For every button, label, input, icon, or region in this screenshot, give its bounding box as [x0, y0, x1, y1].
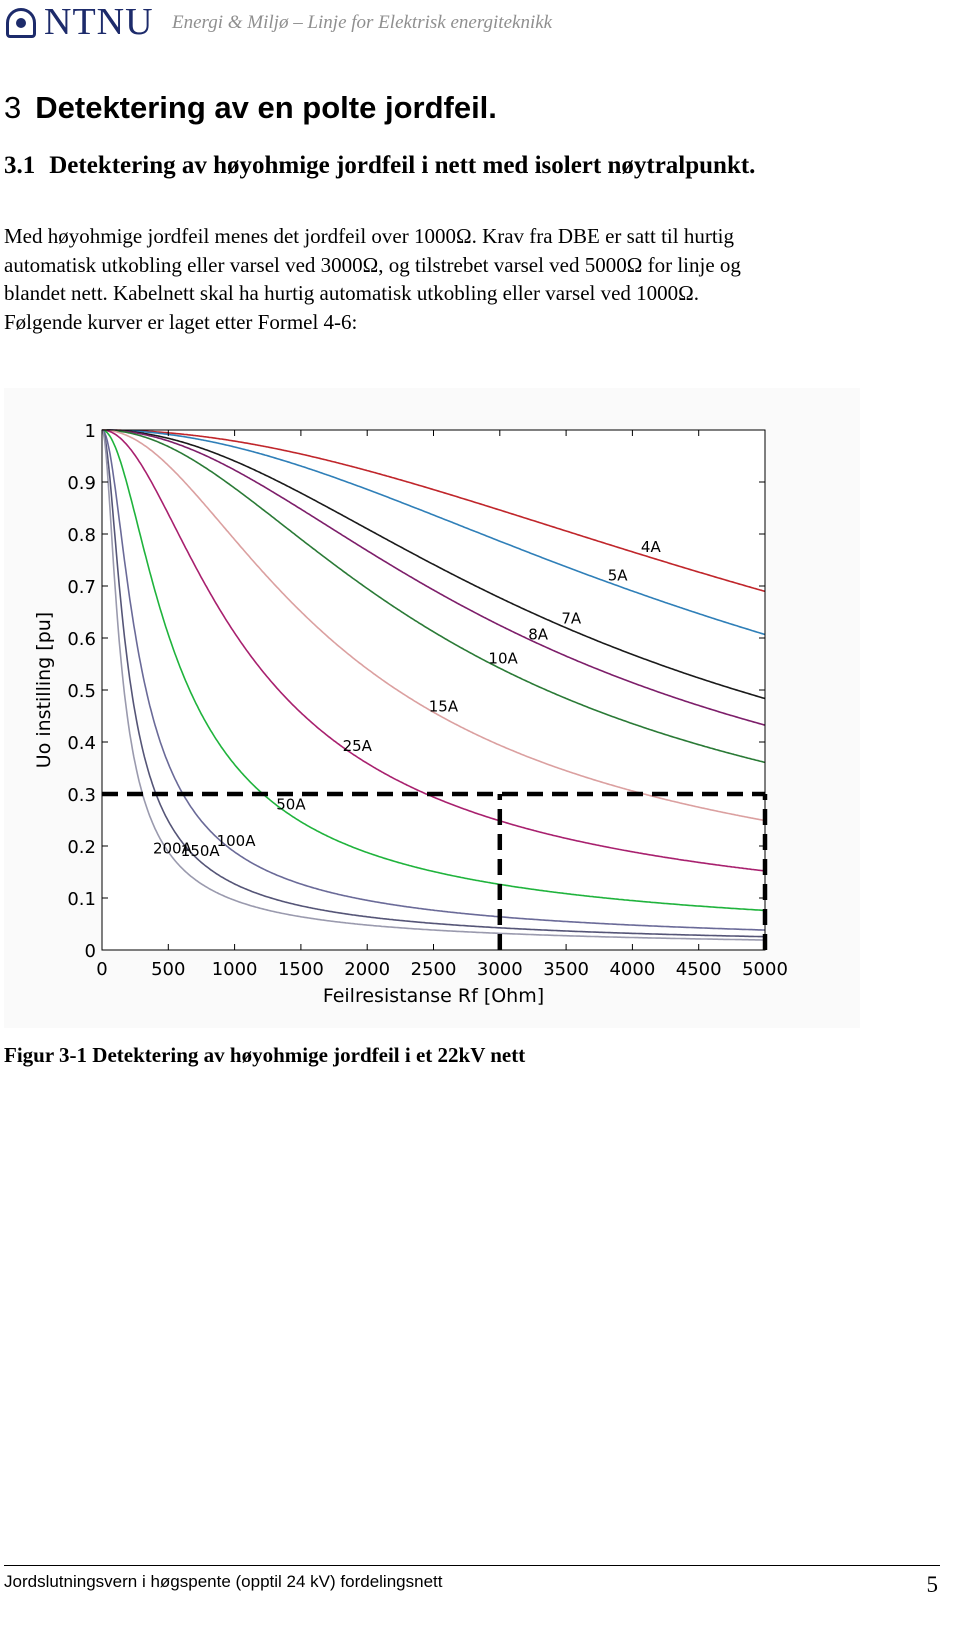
x-tick-label: 1500 — [277, 959, 324, 980]
subsection-title: Detektering av høyohmige jordfeil i nett med isolert nøytralpunkt. — [49, 152, 756, 179]
x-tick-label: 3500 — [543, 959, 590, 980]
chart-svg — [4, 388, 860, 1028]
series-label: 100A — [216, 831, 256, 850]
subsection-heading — [4, 152, 755, 180]
footer-divider — [4, 1565, 940, 1566]
x-tick-label: 1000 — [211, 959, 258, 980]
paragraph-line: blandet nett. Kabelnett skal ha hurtig automatisk utkobling eller varsel ved 1000Ω. — [4, 281, 700, 305]
x-tick-label: 0 — [96, 959, 108, 980]
series-label: 25A — [342, 737, 372, 756]
y-tick-label: 0.2 — [67, 837, 96, 858]
x-tick-label: 2000 — [344, 959, 391, 980]
section-number: 3 — [4, 90, 22, 125]
y-axis-label: Uo instilling [pu] — [33, 611, 55, 769]
subsection-number: 3.1 — [4, 152, 36, 179]
y-tick-label: 0.9 — [67, 473, 96, 494]
figure-chart — [4, 388, 860, 1028]
y-tick-label: 0.3 — [67, 785, 96, 806]
y-tick-label: 0.8 — [67, 525, 96, 546]
paragraph-line: Følgende kurver er laget etter Formel 4-6: — [4, 309, 358, 334]
y-tick-label: 0.6 — [67, 629, 96, 650]
series-label: 150A — [180, 842, 220, 861]
series-label: 8A — [528, 625, 549, 644]
ntnu-logo-icon — [6, 8, 36, 38]
section-title: Detektering av en polte jordfeil. — [35, 90, 497, 125]
section-heading — [4, 90, 497, 126]
x-axis-label: Feilresistanse Rf [Ohm] — [322, 985, 545, 1007]
series-label: 7A — [561, 609, 582, 628]
footer-title: Jordslutningsvern i høgspente (opptil 24 kV) fordelingsnett — [4, 1572, 443, 1591]
y-tick-label: 0.7 — [67, 577, 96, 598]
series-label: 10A — [488, 649, 518, 668]
series-label: 200A — [152, 839, 192, 858]
header-subtitle: Energi & Miljø – Linje for Elektrisk energiteknikk — [172, 12, 553, 33]
figure-caption: Figur 3-1 Detektering av høyohmige jordfeil i et 22kV nett — [4, 1043, 526, 1067]
x-tick-label: 500 — [151, 959, 186, 980]
series-label: 5A — [607, 566, 628, 585]
paragraph-line: automatisk utkobling eller varsel ved 3000Ω, og tilstrebet varsel ved 5000Ω for linje og — [4, 252, 741, 277]
x-tick-label: 3000 — [476, 959, 523, 980]
y-tick-label: 0.4 — [67, 733, 96, 754]
y-tick-label: 1 — [84, 421, 96, 442]
x-tick-label: 4500 — [675, 959, 722, 980]
x-tick-label: 4000 — [609, 959, 656, 980]
x-tick-label: 2500 — [410, 959, 457, 980]
paragraph-line: Med høyohmige jordfeil menes det jordfeil over 1000Ω. Krav fra DBE er satt til hurtig — [4, 224, 735, 248]
y-tick-label: 0 — [84, 941, 96, 962]
page-number: 5 — [926, 1572, 938, 1597]
series-label: 50A — [276, 795, 306, 814]
y-tick-label: 0.1 — [67, 889, 96, 910]
series-label: 4A — [640, 538, 661, 557]
body-paragraph — [4, 222, 934, 336]
page-header — [4, 0, 956, 43]
y-tick-label: 0.5 — [67, 681, 96, 702]
series-label: 15A — [428, 697, 459, 716]
ntnu-logo-text: NTNU — [44, 1, 154, 43]
x-tick-label: 5000 — [742, 959, 788, 980]
